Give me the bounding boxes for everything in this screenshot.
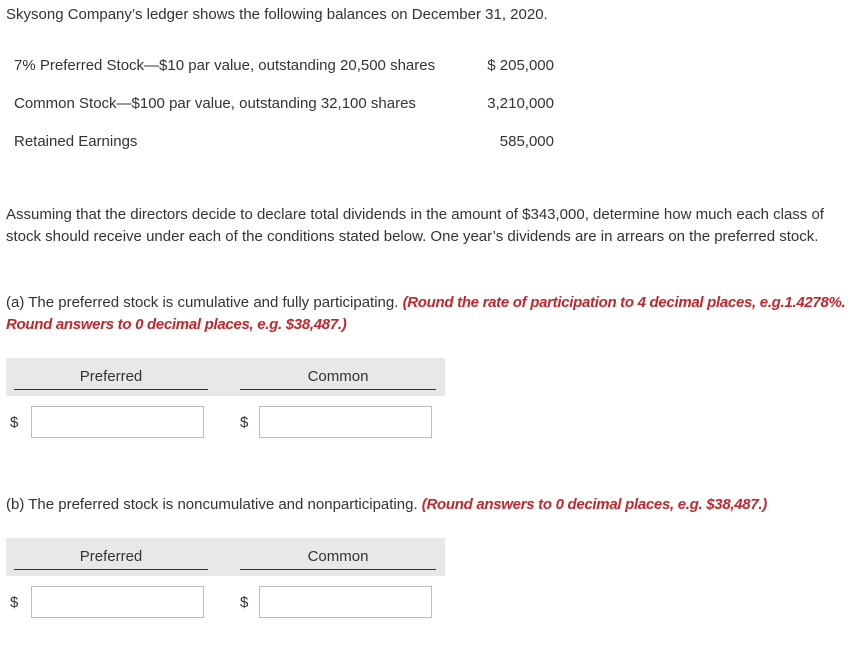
preferred-answer-input-b[interactable]: [31, 586, 204, 618]
header-underline: [240, 569, 436, 570]
ledger-label: 7% Preferred Stock—$10 par value, outstanding 20,500 shares: [14, 57, 436, 74]
currency-symbol: $: [240, 414, 249, 431]
question-b-text: (b) The preferred stock is noncumulative and nonparticipating.: [6, 496, 418, 513]
question-b: [6, 494, 856, 516]
preferred-header: [14, 548, 208, 565]
common-header-label: Common: [307, 368, 369, 385]
question-a-rounding-note: (Round the rate of participation to 4 decimal places, e.g.1.4278%. Round answers to 0 decimal places, e.g. $38,487.): [6, 294, 846, 333]
intro-text: Skysong Company’s ledger shows the following balances on December 31, 2020.: [6, 6, 548, 23]
preferred-header-label: Preferred: [79, 548, 143, 565]
header-underline: [240, 389, 436, 390]
question-a: [6, 292, 856, 336]
question-b-rounding-note: (Round answers to 0 decimal places, e.g. $38,487.): [421, 496, 767, 513]
currency-symbol: $: [240, 594, 249, 611]
ledger-amount: 3,210,000: [487, 95, 554, 112]
common-answer-input-b[interactable]: [259, 586, 432, 618]
ledger-amount: $ 205,000: [487, 57, 554, 74]
common-header: [240, 368, 436, 385]
ledger-label: Retained Earnings: [14, 133, 138, 150]
instructions-text: Assuming that the directors decide to declare total dividends in the amount of $343,000, determine how much each class of stock should receive under each of the conditions stated below. One year’s dividends are in arrears on the preferred stock.: [6, 206, 824, 245]
header-underline: [14, 389, 208, 390]
common-header: [240, 548, 436, 565]
ledger-label: Common Stock—$100 par value, outstanding 32,100 shares: [14, 95, 416, 112]
preferred-answer-input-a[interactable]: [31, 406, 204, 438]
header-underline: [14, 569, 208, 570]
question-a-text: (a) The preferred stock is cumulative and fully participating.: [6, 294, 399, 311]
ledger-amount: 585,000: [499, 133, 554, 150]
common-answer-input-a[interactable]: [259, 406, 432, 438]
currency-symbol: $: [10, 594, 19, 611]
common-header-label: Common: [307, 548, 369, 565]
currency-symbol: $: [10, 414, 19, 431]
preferred-header-label: Preferred: [79, 368, 143, 385]
preferred-header: [14, 368, 208, 385]
